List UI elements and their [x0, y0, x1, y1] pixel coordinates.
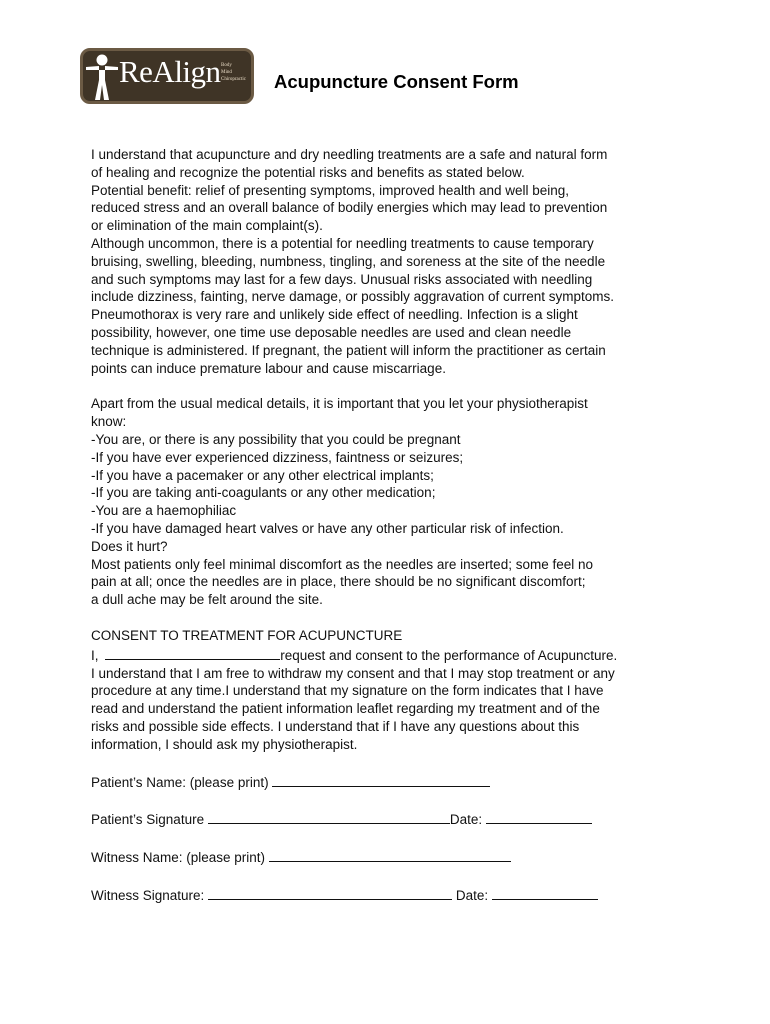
- witness-signature-row: [91, 885, 691, 905]
- logo-name: ReAlign: [119, 54, 221, 89]
- patient-signature-field[interactable]: [208, 809, 450, 824]
- intro-line: possibility, however, one time use deposable needles are used and clean needle: [91, 324, 572, 340]
- medical-line: know:: [91, 414, 127, 430]
- date-label: Date:: [449, 812, 483, 828]
- medical-line: pain at all; once the needles are in place, there should be no significant discomfort;: [91, 574, 586, 590]
- logo-tagline: Body Mind Chiropractic: [221, 63, 246, 82]
- intro-line: points can induce premature labour and cause miscarriage.: [91, 360, 446, 376]
- medical-line: -If you have a pacemaker or any other electrical implants;: [91, 467, 434, 483]
- medical-line: -You are, or there is any possibility that you could be pregnant: [91, 431, 461, 447]
- consent-line: read and understand the patient information leaflet regarding my treatment and of the: [91, 701, 600, 717]
- patient-signature-row: [91, 809, 691, 829]
- patient-name-label: Patient’s Name: (please print): [91, 774, 269, 790]
- medical-line: -If you have ever experienced dizziness, faintness or seizures;: [91, 449, 464, 465]
- intro-line: bruising, swelling, bleeding, numbness, tingling, and soreness at the site of the needle: [91, 253, 606, 269]
- medical-section: [91, 395, 691, 609]
- witness-signature-label: Witness Signature:: [91, 887, 205, 903]
- medical-line: -You are a haemophiliac: [91, 503, 237, 519]
- intro-line: reduced stress and an overall balance of bodily energies which may lead to prevention: [91, 200, 608, 216]
- intro-line: Pneumothorax is very rare and unlikely side effect of needling. Infection is a slight: [91, 307, 578, 323]
- intro-line: Although uncommon, there is a potential for needling treatments to cause temporary: [91, 235, 594, 251]
- witness-date-field[interactable]: [492, 885, 598, 900]
- witness-date-label: Date:: [455, 887, 489, 903]
- medical-line: Most patients only feel minimal discomfort as the needles are inserted; some feel no: [91, 556, 593, 572]
- medical-line: -If you have damaged heart valves or have any other particular risk of infection.: [91, 520, 564, 536]
- consent-line: procedure at any time.I understand that my signature on the form indicates that I have: [91, 683, 604, 699]
- medical-line: -If you are taking anti-coagulants or any other medication;: [91, 485, 436, 501]
- intro-line: and such symptoms may last for a few days. Unusual risks associated with needling: [91, 271, 593, 287]
- page-title: Acupuncture Consent Form: [274, 71, 519, 92]
- intro-section: [91, 146, 691, 377]
- consent-line: I understand that I am free to withdraw my consent and that I may stop treatment or any: [91, 665, 615, 681]
- form-body: [91, 146, 691, 905]
- witness-name-field[interactable]: [269, 847, 511, 862]
- consent-name-field[interactable]: [105, 645, 280, 660]
- witness-signature-field[interactable]: [208, 885, 452, 900]
- patient-name-field[interactable]: [272, 772, 490, 787]
- medical-line: Does it hurt?: [91, 538, 168, 554]
- intro-line: I understand that acupuncture and dry needling treatments are a safe and natural form: [91, 147, 608, 162]
- intro-line: or elimination of the main complaint(s).: [91, 218, 323, 234]
- consent-request-text: request and consent to the performance of Acupuncture.: [280, 647, 618, 663]
- person-figure-icon: [85, 52, 119, 102]
- witness-name-label: Witness Name: (please print): [91, 850, 266, 866]
- medical-line: a dull ache may be felt around the site.: [91, 592, 323, 608]
- consent-request-line: [91, 645, 691, 665]
- consent-line: information, I should ask my physiotherapist.: [91, 736, 358, 752]
- consent-section: [91, 627, 691, 754]
- realign-logo: [80, 48, 254, 104]
- medical-line: Apart from the usual medical details, it is important that you let your physiotherapist: [91, 396, 588, 412]
- intro-line: Potential benefit: relief of presenting symptoms, improved health and well being,: [91, 182, 570, 198]
- consent-heading: CONSENT TO TREATMENT FOR ACUPUNCTURE: [91, 627, 403, 643]
- intro-line: of healing and recognize the potential risks and benefits as stated below.: [91, 164, 525, 180]
- intro-line: include dizziness, fainting, nerve damage, or possibly aggravation of current symptoms.: [91, 289, 615, 305]
- consent-i-prefix: I,: [91, 647, 99, 663]
- witness-name-row: [91, 847, 691, 867]
- consent-line: risks and possible side effects. I understand that if I have any questions about this: [91, 718, 580, 734]
- patient-signature-label: Patient’s Signature: [91, 812, 205, 828]
- patient-name-row: [91, 772, 691, 792]
- intro-line: technique is administered. If pregnant, the patient will inform the practitioner as certain: [91, 342, 606, 358]
- date-field[interactable]: [486, 809, 592, 824]
